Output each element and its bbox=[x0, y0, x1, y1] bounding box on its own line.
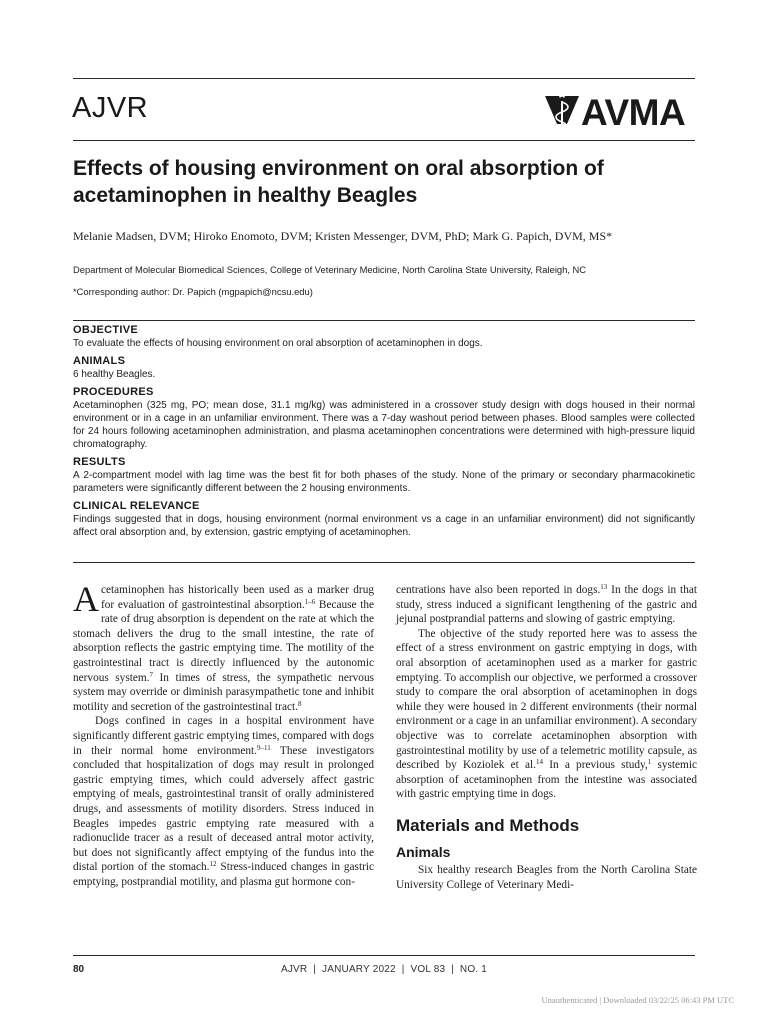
avma-wordmark: AVMA bbox=[581, 92, 686, 133]
results-text: A 2-compartment model with lag time was the best fit for both phases of the study. None of the primary or secondary pharmacokinetic parameters were significantly different between the 2 housing environments. bbox=[73, 470, 695, 494]
citation: 9–11 bbox=[257, 743, 271, 752]
abstract-top-rule bbox=[73, 320, 695, 321]
page-number: 80 bbox=[73, 964, 85, 975]
clinical-relevance-text: Findings suggested that in dogs, housing environment (normal environment vs a cage in an unfamiliar environment) did not significantly affect oral absorption and, by extension, gastric emptying of acetaminophen. bbox=[73, 514, 695, 538]
results-heading: RESULTS bbox=[73, 456, 126, 468]
avma-logo bbox=[543, 94, 698, 136]
intro-paragraph-4: The objective of the study reported here was to assess the effect of a stress environment on gastric emptying in dogs, with oral absorption of acetaminophen used as a marker for gastric emptying. To accomplish our objective, we performed a crossover study to compare the oral absorption of acetaminophen in dogs while they were housed in 2 different environments (their normal environment or a cage in an unfamiliar environment). A secondary objective was to correlate acetaminophen absorption with gastrointestinal motility by use of a telemetric motility capsule, as described by Koziolek et al.$^{14}$ In a previous study,$^1$ systemic absorption of acetaminophen from the intestine was associated with gastric emptying time in dogs. bbox=[396, 627, 697, 801]
citation: 1–6 bbox=[304, 597, 316, 606]
journal-name: AJVR bbox=[72, 92, 149, 124]
clinical-relevance-heading: CLINICAL RELEVANCE bbox=[73, 500, 200, 512]
animals-text: 6 healthy Beagles. bbox=[73, 369, 156, 380]
author-list: Melanie Madsen, DVM; Hiroko Enomoto, DVM; Kristen Messenger, DVM, PhD; Mark G. Papich, DVM, MS* bbox=[73, 229, 613, 243]
download-stamp: Unauthenticated | Downloaded 03/22/25 06:43 PM UTC bbox=[541, 995, 734, 1005]
citation: 14 bbox=[535, 758, 543, 767]
citation: 13 bbox=[600, 583, 608, 591]
objective-text: To evaluate the effects of housing environment on oral absorption of acetaminophen in dogs. bbox=[73, 338, 483, 349]
caduceus-icon bbox=[543, 94, 581, 136]
citation: 8 bbox=[297, 699, 302, 708]
citation: 1 bbox=[647, 758, 652, 767]
procedures-text: Acetaminophen (325 mg, PO; mean dose, 31.1 mg/kg) was administered in a crossover study design with dogs housed in their normal environment or in a cage in an unfamiliar environment. There was a 7-day washout period between phases. Blood samples were collected for 24 hours following acetaminophen administration, and plasma acetaminophen concentrations were determined with high-pressure liquid chromatography. bbox=[73, 400, 695, 450]
structured-abstract bbox=[73, 324, 695, 544]
journal-issue: AJVR | JANUARY 2022 | VOL 83 | NO. 1 bbox=[280, 964, 488, 975]
objective-heading: OBJECTIVE bbox=[73, 324, 139, 336]
corresponding-author: *Corresponding author: Dr. Papich (mgpapich@ncsu.edu) bbox=[73, 286, 313, 297]
top-rule bbox=[73, 78, 695, 79]
section-heading: Materials and Methods bbox=[396, 815, 580, 835]
drop-cap: A bbox=[73, 579, 99, 619]
body-column-left bbox=[73, 579, 375, 889]
article-title: Effects of housing environment on oral absorption of acetaminophen in healthy Beagles bbox=[73, 157, 604, 207]
body-column-right bbox=[396, 583, 697, 892]
subsection-heading: Animals bbox=[396, 843, 451, 860]
citation: 12 bbox=[209, 860, 217, 869]
footer-rule bbox=[73, 955, 695, 956]
procedures-heading: PROCEDURES bbox=[73, 386, 154, 398]
animals-heading: ANIMALS bbox=[73, 355, 126, 367]
affiliation: Department of Molecular Biomedical Sciences, College of Veterinary Medicine, North Carolina State University, Raleigh, NC bbox=[73, 264, 587, 275]
intro-paragraph-3: centrations have also been reported in dogs.$^{13}$ In the dogs in that study, stress induced a significant lengthening of the gastric and jejunal postprandial patterns and slowing of gastric emptying. bbox=[396, 583, 697, 626]
citation: 7 bbox=[149, 670, 153, 679]
abstract-bottom-rule bbox=[73, 562, 695, 563]
header-rule bbox=[73, 140, 695, 141]
intro-paragraph-1: Acetaminophen has historically been used as a marker drug for evaluation of gastrointestinal absorption.$^{1-6}$ Because the rate of drug absorption is dependent on the rate at which the stomach delivers the drug to the small intestine, the rate of absorption reflects the gastric emptying time. The motility of the gastrointestinal tract is directly influenced by the autonomic nervous system.$^7$ In times of stress, the sympathetic nervous system may override or diminish parasympathetic tone and inhibit motility and secretion of the gastrointestinal tract.$^8$ bbox=[73, 579, 375, 713]
intro-paragraph-2: Dogs confined in cages in a hospital environment have significantly different gastric emptying times, compared with dogs in their normal home environment.$^{9-11}$ These investigators concluded that hospitalization of dogs may result in prolonged gastric emptying times, which could adversely affect gastric emptying of meals, gastrointestinal transit of orally administered drugs, and assessments of motility disorders. Stress induced in Beagles impedes gastric emptying rate measured with a radionuclide tracer as a result of deceased antral motor activity, but does not significantly affect emptying of the fundus into the distal portion of the stomach.$^{12}$ Stress-induced changes in gastric emptying, postprandial motility, and plasma gut hormone con- bbox=[73, 715, 374, 888]
methods-paragraph-1: Six healthy research Beagles from the North Carolina State University College of Veterinary Medi- bbox=[396, 863, 697, 891]
